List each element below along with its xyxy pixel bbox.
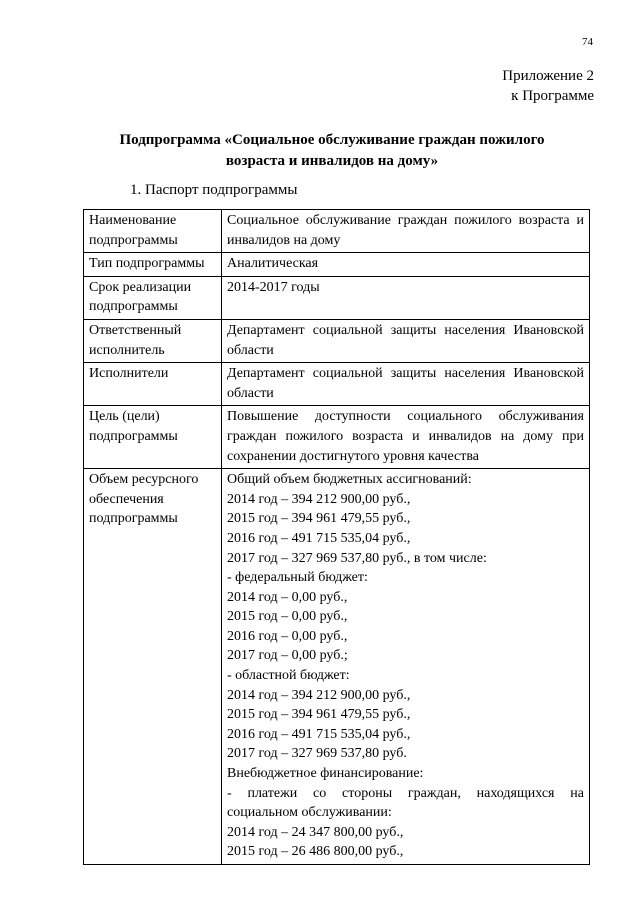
- document-title: Подпрограмма «Социальное обслуживание граждан пожилого возраста и инвалидов на дому»: [119, 132, 545, 169]
- funding-line: 2017 год – 327 969 537,80 руб.: [227, 746, 407, 762]
- table-row: [84, 406, 590, 469]
- row-label: Тип подпрограммы: [84, 253, 222, 277]
- page-number: 74: [582, 36, 593, 48]
- section-heading: 1. Паспорт подпрограммы: [130, 182, 298, 198]
- table-row: [84, 469, 590, 865]
- row-label: Цель (цели) подпрограммы: [84, 406, 222, 469]
- row-label: Наименование подпрограммы: [84, 210, 222, 253]
- funding-line: 2017 год – 0,00 руб.;: [227, 648, 348, 664]
- funding-line: - областной бюджет:: [227, 668, 350, 684]
- row-label: Объем ресурсного обеспечения подпрограммы: [84, 469, 222, 865]
- table-row: [84, 276, 590, 319]
- funding-line: 2015 год – 394 961 479,55 руб.,: [227, 707, 411, 723]
- row-value: Социальное обслуживание граждан пожилого возраста и инвалидов на дому: [222, 210, 590, 253]
- table-row: [84, 363, 590, 406]
- funding-line: - федеральный бюджет:: [227, 570, 368, 586]
- funding-line: 2016 год – 491 715 535,04 руб.,: [227, 726, 411, 742]
- row-value: Департамент социальной защиты населения Ивановской области: [222, 319, 590, 362]
- row-value: Повышение доступности социального обслуживания граждан пожилого возраста и инвалидов на дому при сохранении достигнутого уровня качества: [222, 406, 590, 469]
- row-value: Департамент социальной защиты населения Ивановской области: [222, 363, 590, 406]
- funding-line: - платежи со стороны граждан, находящихся на социальном обслуживании:: [227, 785, 584, 821]
- row-label: Исполнители: [84, 363, 222, 406]
- row-label: Ответственный исполнитель: [84, 319, 222, 362]
- funding-line: 2016 год – 0,00 руб.,: [227, 628, 348, 644]
- funding-line: 2014 год – 394 212 900,00 руб.,: [227, 687, 411, 703]
- funding-line: Общий объем бюджетных ассигнований:: [227, 472, 472, 488]
- row-value: 2014-2017 годы: [222, 276, 590, 319]
- row-value: Аналитическая: [222, 253, 590, 277]
- funding-line: 2016 год – 491 715 535,04 руб.,: [227, 530, 411, 546]
- funding-line: 2014 год – 0,00 руб.,: [227, 589, 348, 605]
- funding-line: Внебюджетное финансирование:: [227, 766, 424, 782]
- funding-line: 2014 год – 24 347 800,00 руб.,: [227, 824, 404, 840]
- table-row: [84, 253, 590, 277]
- funding-line: 2015 год – 26 486 800,00 руб.,: [227, 844, 404, 860]
- appendix-line-1: Приложение 2: [502, 68, 594, 84]
- appendix-note: [502, 66, 594, 106]
- passport-table: [83, 209, 590, 865]
- row-label: Срок реализации подпрограммы: [84, 276, 222, 319]
- table-row: [84, 210, 590, 253]
- funding-line: 2014 год – 394 212 900,00 руб.,: [227, 491, 411, 507]
- funding-line: 2017 год – 327 969 537,80 руб., в том числе:: [227, 550, 487, 566]
- table-row: [84, 319, 590, 362]
- funding-line: 2015 год – 394 961 479,55 руб.,: [227, 511, 411, 527]
- funding-lines: [222, 469, 590, 865]
- funding-line: 2015 год – 0,00 руб.,: [227, 609, 348, 625]
- appendix-line-2: к Программе: [511, 88, 594, 104]
